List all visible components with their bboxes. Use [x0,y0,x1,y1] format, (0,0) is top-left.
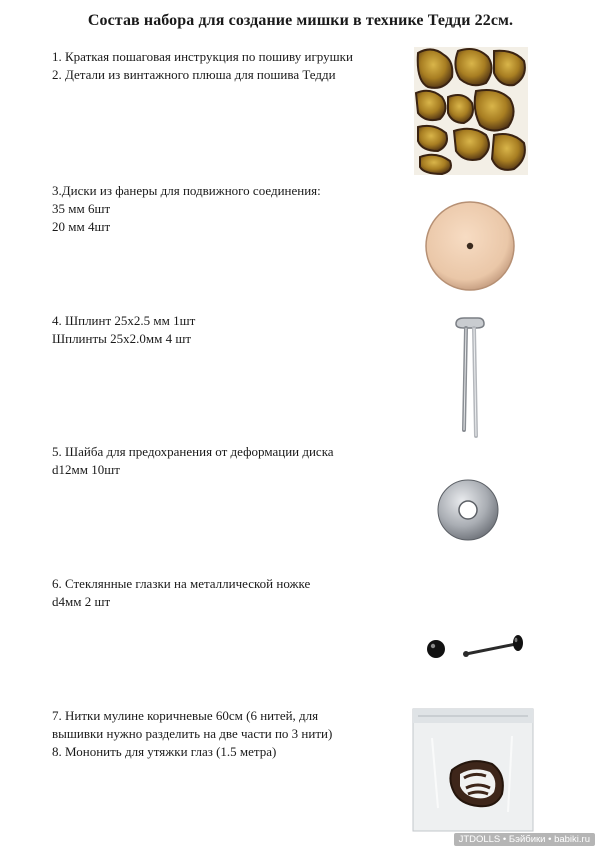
page-title: Состав набора для создание мишки в технике Тедди 22см. [87,12,514,29]
item-group-3 [52,182,321,236]
washer-image [436,478,500,542]
plywood-disc-image [424,200,516,292]
item-pin-1: 4. Шплинт 25х2.5 мм 1шт [52,313,196,328]
item-eyes-1: 6. Стеклянные глазки на металлической ножке [52,576,311,591]
item-group-6 [52,575,310,611]
watermark: JTDOLLS • Бэйбики • babiki.ru [454,833,595,846]
item-group-7-8 [52,707,332,761]
item-pin-2: Шплинты 25х2.0мм 4 шт [52,331,192,346]
item-discs-35: 35 мм 6шт [52,201,111,216]
item-discs-header: 3.Диски из фанеры для подвижного соединения: [52,183,321,198]
item-threads-2: вышивки нужно разделить на две части по 3 нити) [52,726,333,741]
item-discs-20: 20 мм 4шт [52,219,111,234]
item-instructions: 1. Краткая пошаговая инструкция по пошиву игрушки [52,49,353,64]
item-washer-1: 5. Шайба для предохранения от деформации диска [52,444,334,459]
item-eyes-2: d4мм 2 шт [52,594,111,609]
cotter-pin-image [450,316,490,440]
item-group-5 [52,443,334,479]
item-monofil: 8. Мононить для утяжки глаз (1.5 метра) [52,744,277,759]
item-plush: 2. Детали из винтажного плюша для пошива Тедди [52,67,336,82]
item-group-1-2 [52,48,353,84]
item-group-4 [52,312,195,348]
plush-pieces-image [414,47,528,175]
thread-bag-image [412,708,534,832]
glass-eyes-image [420,628,530,662]
item-threads-1: 7. Нитки мулине коричневые 60см (6 нитей, для [52,708,319,723]
item-washer-2: d12мм 10шт [52,462,120,477]
